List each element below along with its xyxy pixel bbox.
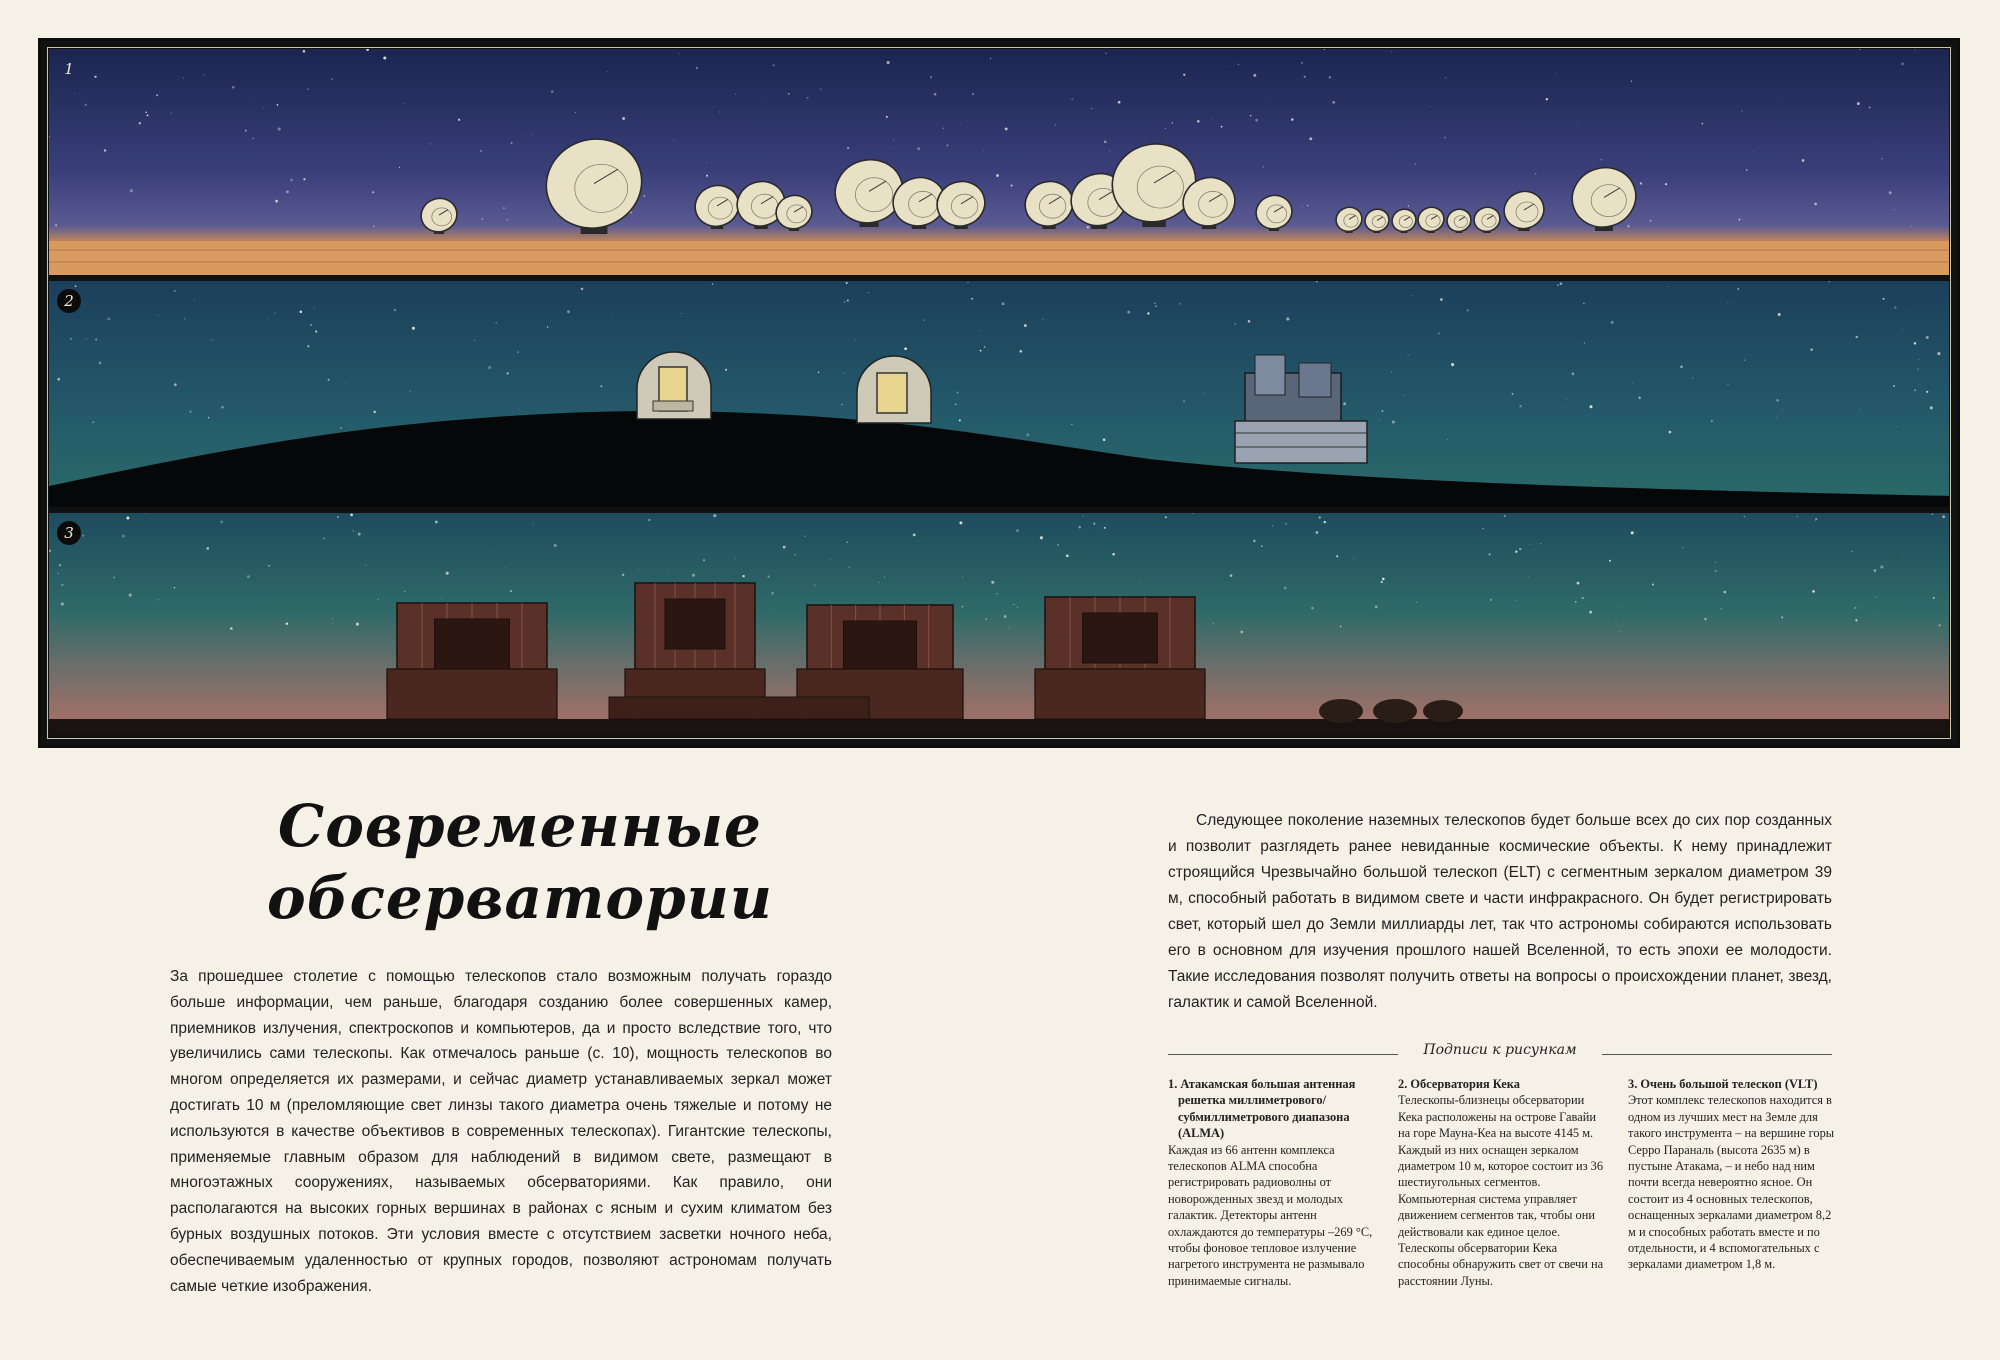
panel-number: 1 [64,60,74,78]
caption-text: Телескопы-близнецы обсерватории Кека расположены на острове Гавайи на горе Мауна-Кеа на высоте 4145 м. Каждый из них оснащен зеркалом диаметром 10 м, которое состоит из 36 шестиугольных сегментов. Компьютерная система управляет движением сегментов так, чтобы они действовали как единое целое. Телескопы обсерватории Кека способны обнаружить свет от свечи на расстоянии Луны. [1398,1093,1604,1288]
body-text-left: За прошедшее столетие с помощью телескопов стало возможным получать гораздо больше информации, чем раньше, благодаря созданию более совершенных камер, приемников излучения, спектроскопов и компьютеров, да и просто вследствие того, что увеличились сами телескопы. Как отмечалось раньше (с. 10), мощность телескопов во многом определяется их размерами, и сейчас диаметр устанавливаемых зеркал может достигать 10 м (преломляющие свет линзы такого диаметра очень тяжелые и потому не используются в качестве объективов в современных телескопах). Гигантские телескопы, применяемые главным образом для наблюдений в видимом свете, размещают в многоэтажных сооружениях, называемых обсерваториями. Как правило, они располагаются на высоких горных вершинах в районах с ясным и сухим климатом без бурных воздушных потоков. Эти условия вместе с отсутствием засветки ночного неба, обеспечиваемым удаленностью от крупных городов, позволяют астрономам получать самые четкие изображения. [170,968,832,1295]
caption-3 [1628,1076,1836,1273]
alma-scene [49,49,1949,275]
vlt-scene [49,513,1949,735]
keck-dome-1 [637,352,711,419]
body-text-right: Следующее поколение наземных телескопов будет больше всех до сих пор созданных и позволит разглядеть ранее невиданные космические объекты. К нему принадлежит строящийся Чрезвычайно большой телескоп (ELT) с сегментным зеркалом диаметром 39 м, способный работать в видимом свете и части инфракрасного. Он будет регистрировать свет, который шел до Земли миллиарды лет, так что астрономы собираются использовать его в основном для изучения прошлого нашей Вселенной, то есть эпохи ее молодости. Такие исследования позволят получить ответы на вопросы о происхождении планет, звезд, галактик и самой Вселенной. [1168,812,1832,1011]
caption-1 [1168,1076,1376,1289]
panel-number: 2 [57,289,81,313]
caption-2 [1398,1076,1606,1289]
keck-dome-2 [857,356,931,423]
illustration-frame [38,38,1960,748]
caption-title: 1. Атакамская большая антенная решетка миллиметрового/ субмиллиметрового диапазона (ALMA) [1168,1077,1356,1141]
caption-text: Каждая из 66 антенн комплекса телескопов ALMA способна регистрировать радиоволны от новорожденных звезд и молодых галактик. Детекторы антенн охлаждаются до температуры –269 °C, чтобы фоновое тепловое излучение нагретого инструмента не размывало принимаемые сигналы. [1168,1142,1373,1288]
panel-number: 3 [57,521,81,545]
panel-alma [49,49,1949,275]
page-title [170,790,870,934]
title-line-1: Современные [278,792,762,860]
caption-title: 3. Очень большой телескоп (VLT) [1628,1077,1818,1091]
caption-title: 2. Обсерватория Кека [1398,1077,1520,1091]
captions-heading-label: Подписи к рисункам [1423,1042,1577,1058]
title-line-2: обсерватории [267,864,773,932]
keck-scene [49,281,1949,507]
caption-text: Этот комплекс телескопов находится в одном из лучших мест на Земле для такого инструмента – на вершине горы Серро Параналь (высота 2635 м) в пустыне Атакама, – и небо над ним почти всегда невероятно ясное. Он состоит из 4 основных телескопов, оснащенных зеркалами диаметром 8,2 м и способных работать вместе и по отдельности, и 4 вспомогательных с зеркалами диаметром 1,8 м. [1628,1093,1835,1272]
panel-vlt [49,513,1949,735]
auxiliary-telescopes [1319,699,1463,723]
panel-keck [49,281,1949,507]
captions-heading [1168,1042,1832,1066]
